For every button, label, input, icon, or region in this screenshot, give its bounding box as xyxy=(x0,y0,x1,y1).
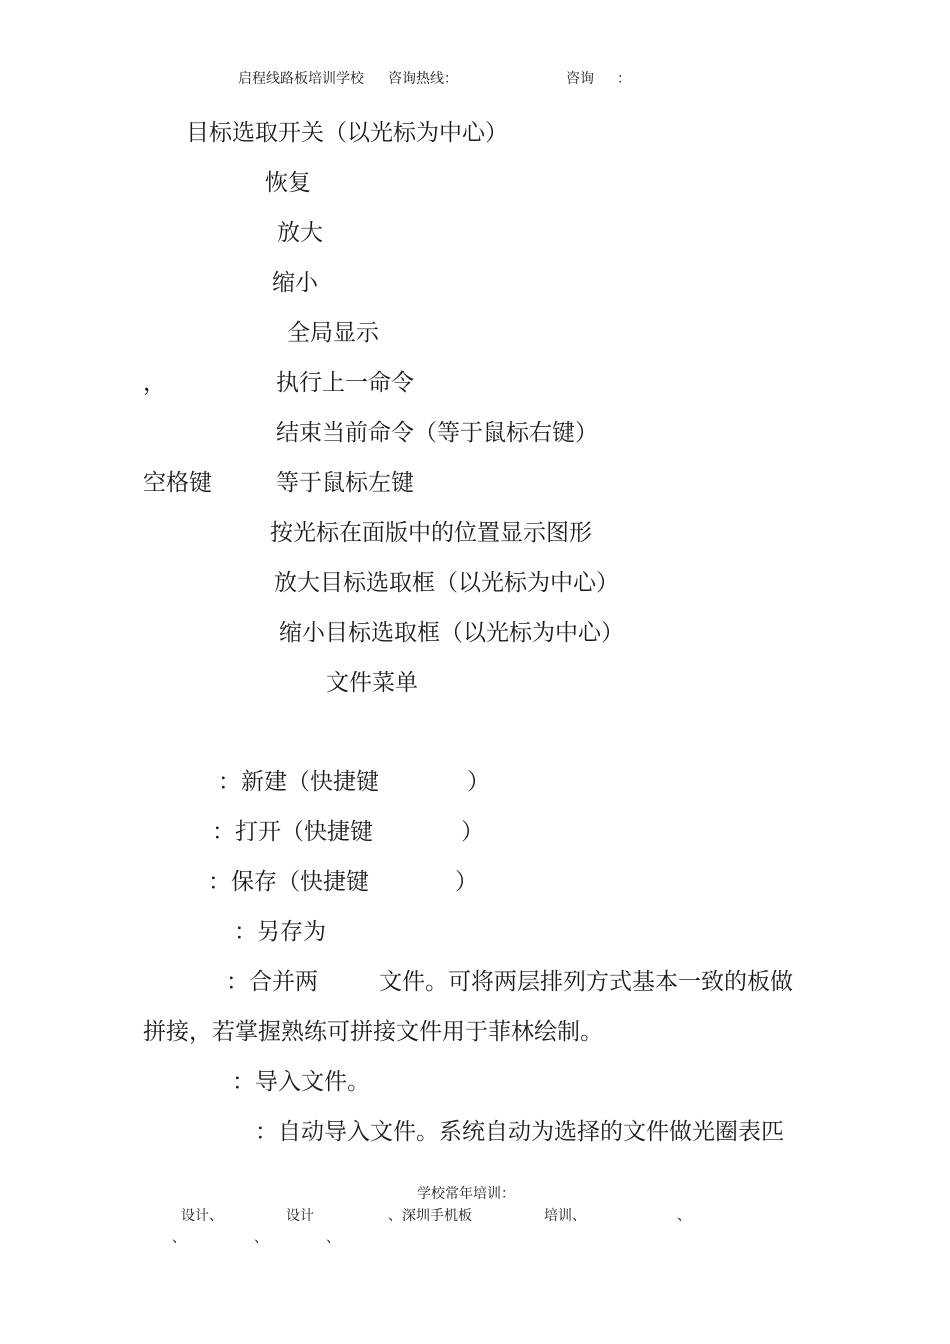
footer-item: 、 xyxy=(326,1230,340,1246)
footer-item: 设计 xyxy=(286,1208,314,1224)
footer-item: 、 xyxy=(172,1230,186,1246)
line-repeat-last: 执行上一命令 xyxy=(276,370,414,396)
footer-item: 、深圳手机板 xyxy=(388,1208,472,1224)
line-save-close: ） xyxy=(455,869,478,895)
line-fit-all: 全局显示 xyxy=(287,320,379,346)
line-zoom-out: 缩小 xyxy=(272,270,318,296)
line-merge-part-c: 拼接，若掌握熟练可拼接文件用于菲林绘制。 xyxy=(143,1019,603,1045)
line-new-item: ：新建（快捷键 xyxy=(218,769,379,795)
line-save-item: ：保存（快捷键 xyxy=(208,869,369,895)
line-comma-key: ， xyxy=(143,370,166,396)
footer-item: 、 xyxy=(677,1208,691,1224)
footer-item: 、 xyxy=(254,1230,268,1246)
line-pan-display: 按光标在面版中的位置显示图形 xyxy=(270,520,592,546)
line-left-click: 等于鼠标左键 xyxy=(276,470,414,496)
line-zoom-in: 放大 xyxy=(277,220,323,246)
line-open-item: ：打开（快捷键 xyxy=(212,819,373,845)
line-target-toggle: 目标选取开关（以光标为中心） xyxy=(186,120,508,146)
header-consult-colon: ： xyxy=(617,71,631,87)
footer-title: 学校常年培训： xyxy=(417,1186,515,1202)
footer-item: 设计、 xyxy=(181,1208,223,1224)
line-space-key: 空格键 xyxy=(143,470,212,496)
header-school-name: 启程线路板培训学校 xyxy=(238,71,364,87)
line-new-close: ） xyxy=(467,769,490,795)
header-consult-label: 咨询 xyxy=(566,71,594,87)
line-open-close: ） xyxy=(461,819,484,845)
line-auto-import: ：自动导入文件。系统自动为选择的文件做光圈表匹 xyxy=(255,1119,784,1145)
line-merge-part-b: 文件。可将两层排列方式基本一致的板做 xyxy=(379,969,793,995)
line-zoom-out-box: 缩小目标选取框（以光标为中心） xyxy=(279,620,624,646)
line-import: ：导入文件。 xyxy=(232,1069,370,1095)
line-end-command: 结束当前命令（等于鼠标右键） xyxy=(276,420,598,446)
line-zoom-in-box: 放大目标选取框（以光标为中心） xyxy=(274,570,619,596)
header-hotline-label: 咨询热线： xyxy=(388,71,458,87)
line-restore: 恢复 xyxy=(265,170,311,196)
line-file-menu: 文件菜单 xyxy=(326,670,418,696)
footer-item: 培训、 xyxy=(544,1208,586,1224)
line-merge-part-a: ：合并两 xyxy=(226,969,318,995)
line-save-as: ：另存为 xyxy=(234,919,326,945)
